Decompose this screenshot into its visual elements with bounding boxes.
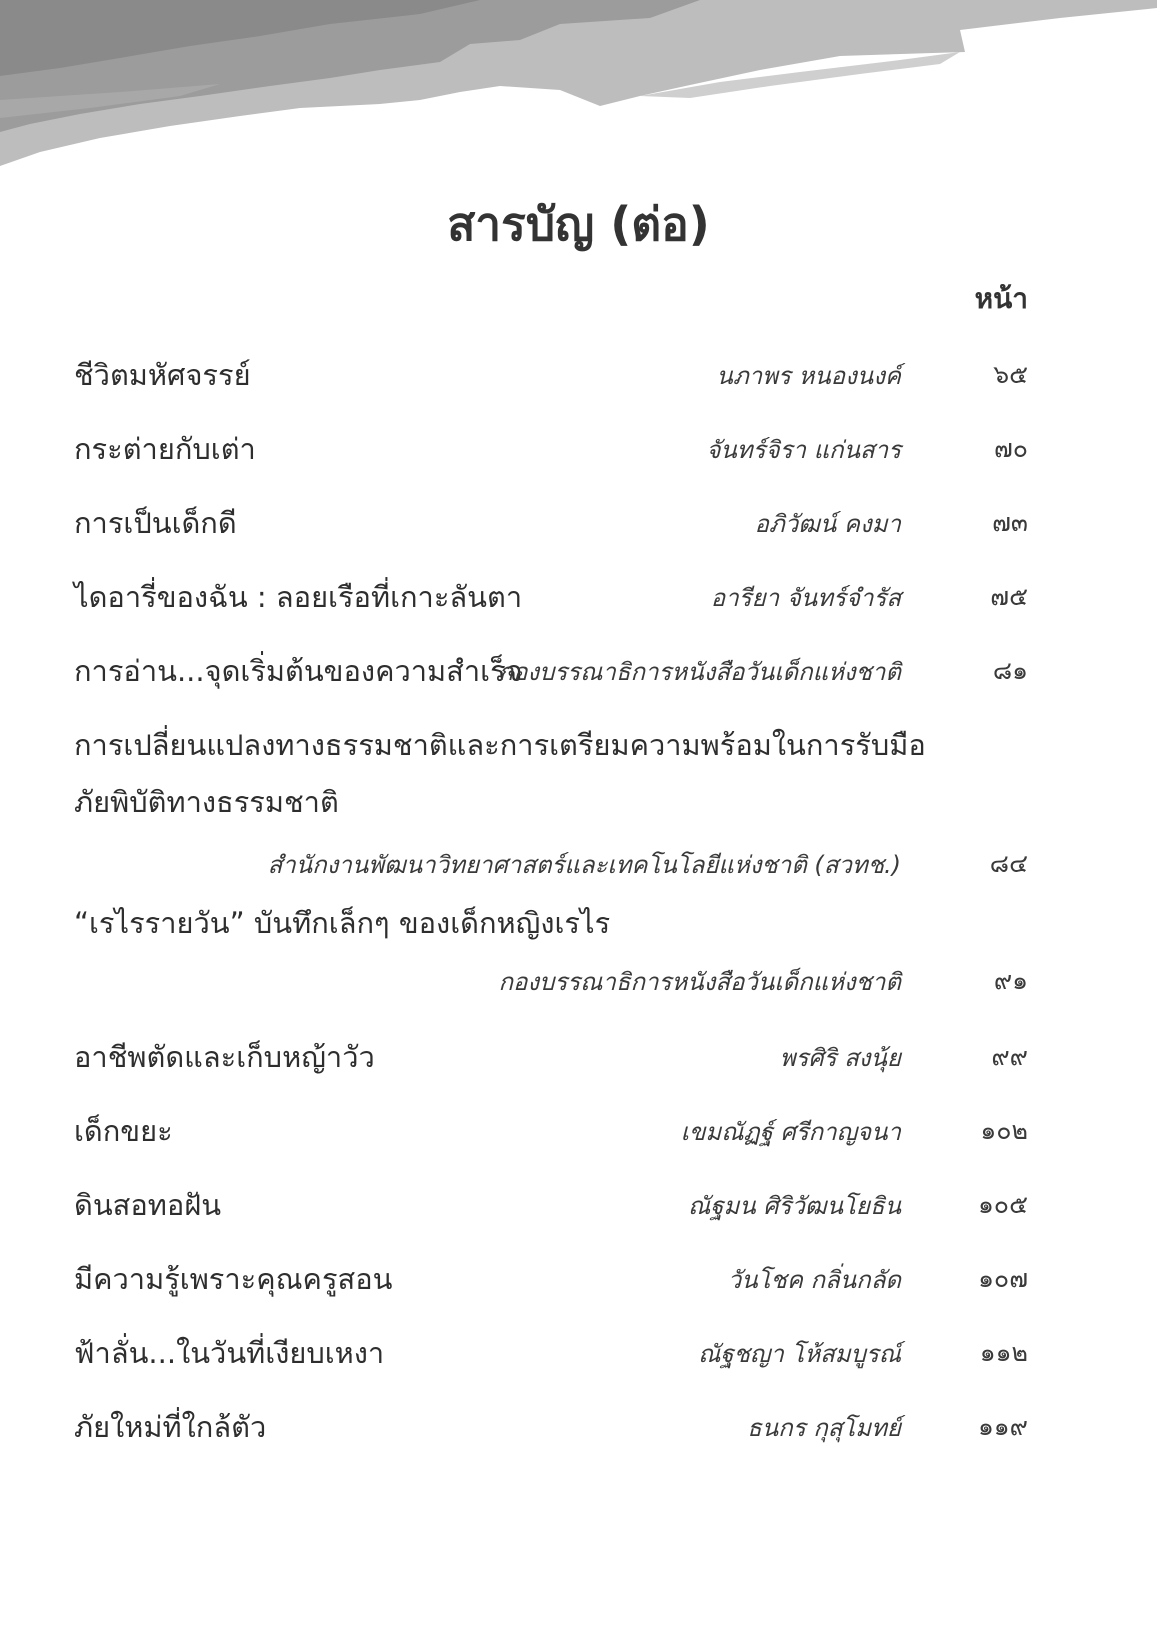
- brush-stroke-decoration: [0, 0, 1157, 175]
- entry-title-line2: ภัยพิบัติทางธรรมชาติ: [74, 785, 339, 819]
- entry-author: เขมณัฏฐ์ ศรีกาญจนา: [680, 1118, 901, 1146]
- entry-author: ธนกร กุสุโมทย์: [747, 1414, 901, 1442]
- entry-title: “เรไรรายวัน” บันทึกเล็กๆ ของเด็กหญิงเรไร: [74, 906, 611, 940]
- entry-author: ณัฐชญา โห้สมบูรณ์: [698, 1340, 901, 1368]
- entry-title: การเป็นเด็กดี: [74, 506, 237, 540]
- entry-title: กระต่ายกับเต่า: [74, 432, 256, 466]
- entry-page: ๖๕: [993, 360, 1028, 389]
- toc-entry[interactable]: [0, 1108, 1157, 1158]
- entry-title: การอ่าน...จุดเริ่มต้นของความสำเร็จ: [74, 654, 523, 688]
- entry-author: ณัฐมน ศิริวัฒนโยธิน: [687, 1192, 901, 1220]
- toc-entry[interactable]: [0, 1404, 1157, 1454]
- entry-title: ไดอารี่ของฉัน : ลอยเรือที่เกาะลันตา: [74, 580, 523, 614]
- entry-title: ชีวิตมหัศจรรย์: [74, 358, 251, 392]
- toc-entry[interactable]: [0, 574, 1157, 624]
- entry-page: ๑๐๒: [980, 1116, 1028, 1145]
- entry-page: ๗๓: [992, 508, 1028, 537]
- entry-author: จันทร์จิรา แก่นสาร: [706, 436, 901, 464]
- entry-page: ๘๔: [989, 849, 1028, 878]
- entry-page: ๙๑: [993, 966, 1028, 995]
- entry-page: ๘๑: [992, 656, 1028, 685]
- toc-entry[interactable]: [0, 1330, 1157, 1380]
- entry-author: อารียา จันทร์จำรัส: [710, 584, 901, 612]
- entry-author: อภิวัฒน์ คงมา: [754, 510, 901, 538]
- entry-title: เด็กขยะ: [74, 1114, 173, 1148]
- entry-author: กองบรรณาธิการหนังสือวันเด็กแห่งชาติ: [498, 968, 901, 996]
- entry-page: ๑๐๕: [977, 1190, 1028, 1219]
- entry-title: ดินสอทอฝัน: [74, 1188, 222, 1222]
- entry-page: ๑๑๒: [979, 1338, 1028, 1367]
- page-column-header: หน้า: [974, 282, 1028, 315]
- entry-title: ภัยใหม่ที่ใกล้ตัว: [74, 1410, 267, 1444]
- entry-author: วันโชค กลิ่นกลัด: [727, 1266, 901, 1294]
- toc-entry[interactable]: [0, 1256, 1157, 1306]
- entry-page: ๑๐๗: [978, 1264, 1028, 1293]
- entry-author: นภาพร หนองนงค์: [716, 362, 901, 390]
- page-title: สารบัญ (ต่อ): [447, 197, 710, 251]
- entry-title: ฟ้าลั่น...ในวันที่เงียบเหงา: [74, 1336, 385, 1370]
- entry-page: ๙๙: [991, 1042, 1028, 1071]
- toc-entry[interactable]: [0, 426, 1157, 476]
- entry-page: ๗๕: [990, 582, 1028, 611]
- entry-title: มีความรู้เพราะคุณครูสอน: [74, 1262, 393, 1296]
- toc-entry[interactable]: [0, 722, 1157, 879]
- entry-page: ๗๐: [993, 434, 1028, 463]
- toc-entry[interactable]: [0, 900, 1157, 1000]
- entry-author: สำนักงานพัฒนาวิทยาศาสตร์และเทคโนโลยีแห่งชาติ (สวทช.): [267, 851, 901, 879]
- entry-author: พรศิริ สงนุ้ย: [779, 1044, 901, 1072]
- entry-page: ๑๑๙: [977, 1412, 1028, 1441]
- toc-entry[interactable]: [0, 1034, 1157, 1084]
- toc-entry[interactable]: [0, 648, 1157, 698]
- entry-title-line1: การเปลี่ยนแปลงทางธรรมชาติและการเตรียมความพร้อมในการรับมือ: [74, 728, 926, 762]
- entry-title: อาชีพตัดและเก็บหญ้าวัว: [74, 1040, 375, 1074]
- toc-entry[interactable]: [0, 1182, 1157, 1232]
- toc-entry[interactable]: [0, 352, 1157, 402]
- entry-author: กองบรรณาธิการหนังสือวันเด็กแห่งชาติ: [498, 658, 901, 686]
- toc-entry[interactable]: [0, 500, 1157, 550]
